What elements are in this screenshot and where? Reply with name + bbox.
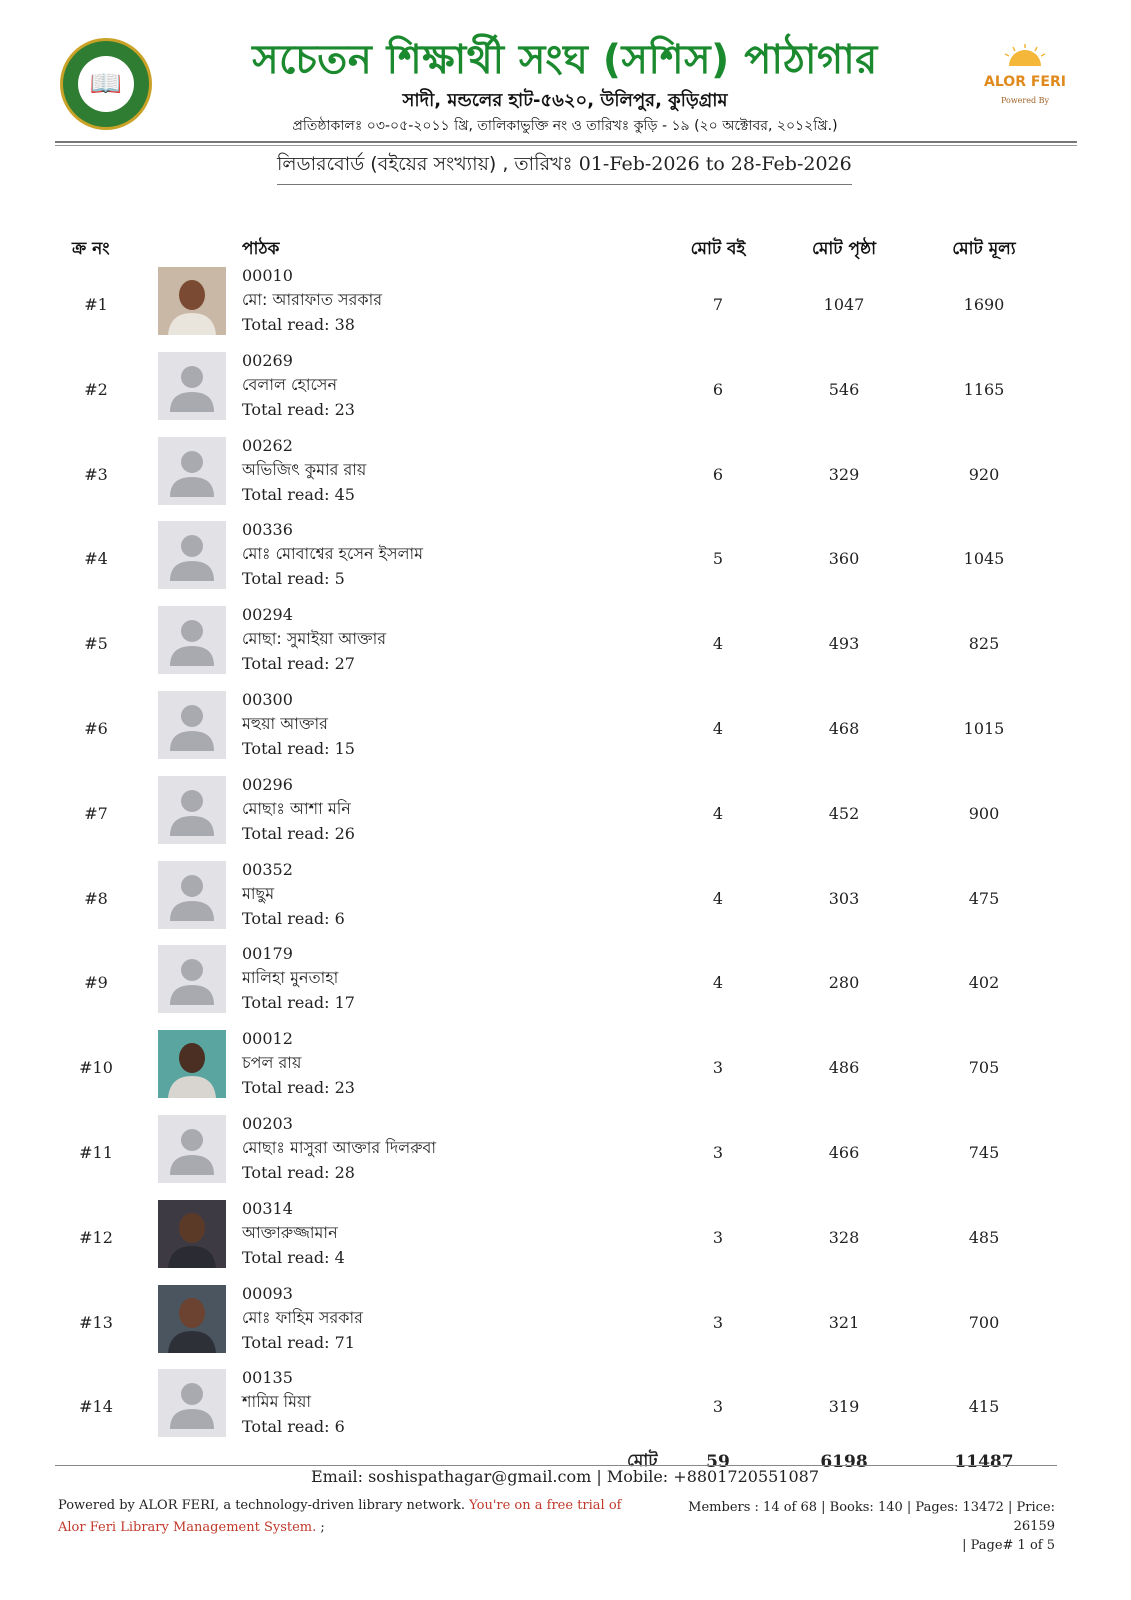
reader-total-read: Total read: 45	[242, 484, 355, 504]
reader-total-read: Total read: 23	[242, 399, 355, 419]
pages-cell: 319	[828, 1397, 860, 1417]
reader-avatar	[158, 521, 226, 589]
trial-notice: You're on a free trial of Alor Feri Library Management System.	[58, 1498, 622, 1535]
library-stats	[660, 1498, 1055, 1555]
table-row	[60, 942, 1060, 1027]
reader-avatar	[158, 352, 226, 420]
column-header-rank: ক্র নং	[72, 239, 110, 259]
rank-cell: #4	[84, 549, 108, 569]
reader-id: 00179	[242, 944, 293, 964]
reader-total-read: Total read: 71	[242, 1332, 355, 1352]
powered-by-label: Powered By	[1000, 96, 1050, 105]
alor-feri-logo	[975, 42, 1075, 122]
price-cell: 1165	[963, 379, 1005, 399]
reader-name: বেলাল হোসেন	[242, 374, 338, 394]
price-cell: 825	[968, 634, 1000, 654]
pages-cell: 1047	[823, 295, 865, 314]
rank-cell: #1	[84, 295, 108, 314]
contact-info: Email: soshispathagar@gmail.com | Mobile: +8801720551087	[310, 1467, 820, 1486]
pages-cell: 493	[828, 634, 860, 654]
table-row	[60, 518, 1060, 603]
price-cell: 700	[968, 1312, 1000, 1332]
rank-cell: #2	[84, 379, 108, 399]
report-title	[277, 150, 852, 185]
books-cell: 3	[712, 1143, 724, 1162]
books-cell: 4	[712, 634, 724, 654]
books-cell: 7	[712, 295, 724, 314]
books-cell: 4	[712, 973, 724, 993]
reader-id: 00262	[242, 435, 293, 455]
reader-id: 00012	[242, 1029, 293, 1049]
pages-cell: 329	[828, 464, 860, 484]
library-stats-summary: Members : 14 of 68 | Books: 140 | Pages: 13472 | Price: 26159	[688, 1500, 1055, 1534]
table-row	[60, 688, 1060, 773]
table-row	[60, 349, 1060, 434]
table-row	[60, 1366, 1060, 1451]
reader-name: মালিহা মুনতাহা	[242, 968, 339, 988]
rank-cell: #10	[79, 1058, 113, 1078]
pages-cell: 303	[828, 888, 860, 908]
trial-suffix: ;	[316, 1520, 325, 1535]
reader-cell	[242, 1027, 355, 1101]
reader-avatar	[158, 606, 226, 674]
reader-cell	[242, 518, 423, 592]
table-row	[60, 264, 1060, 349]
reader-cell	[242, 1197, 345, 1271]
reader-id: 00314	[242, 1198, 293, 1218]
reader-name: মহুয়া আক্তার	[242, 714, 328, 733]
reader-cell	[242, 858, 345, 932]
pages-cell: 280	[828, 973, 860, 993]
price-cell: 485	[968, 1227, 1000, 1247]
reader-avatar	[158, 691, 226, 759]
reader-total-read: Total read: 38	[242, 315, 355, 334]
reader-avatar	[158, 1369, 226, 1437]
column-header-reader: পাঠক	[242, 239, 280, 259]
pages-cell: 328	[828, 1227, 860, 1247]
reader-id: 00294	[242, 605, 293, 625]
books-cell: 4	[712, 803, 724, 823]
reader-name: মোছাঃ আশা মনি	[242, 798, 351, 818]
price-cell: 1015	[963, 719, 1005, 738]
reader-avatar	[158, 1115, 226, 1183]
rank-cell: #9	[84, 973, 108, 993]
alor-feri-brand: ALOR FERI	[984, 74, 1066, 90]
footer-divider	[55, 1465, 1057, 1466]
reader-name: মো: আরাফাত সরকার	[242, 290, 383, 309]
rank-cell: #13	[79, 1312, 113, 1332]
reader-total-read: Total read: 28	[242, 1163, 355, 1182]
price-cell: 900	[968, 803, 1000, 823]
rank-cell: #8	[84, 888, 108, 908]
table-row	[60, 1027, 1060, 1112]
reader-name: মোঃ মোবাশ্বের হসেন ইসলাম	[242, 544, 424, 564]
table-row	[60, 603, 1060, 688]
rank-cell: #6	[84, 719, 108, 738]
reader-cell	[242, 264, 382, 338]
reader-total-read: Total read: 6	[242, 1417, 345, 1437]
total-price: 11487	[954, 1452, 1014, 1472]
rank-cell: #14	[79, 1397, 113, 1417]
reader-cell	[242, 773, 355, 847]
books-cell: 6	[712, 379, 724, 399]
column-header-books: মোট বই	[690, 239, 746, 259]
rank-cell: #3	[84, 464, 108, 484]
pages-cell: 360	[828, 549, 860, 569]
reader-avatar	[158, 437, 226, 505]
reader-cell	[242, 688, 355, 762]
price-cell: 705	[968, 1058, 1000, 1078]
books-cell: 5	[712, 549, 724, 569]
reader-avatar	[158, 1285, 226, 1353]
reader-total-read: Total read: 6	[242, 908, 345, 928]
reader-cell	[242, 349, 355, 423]
price-cell: 1045	[963, 549, 1005, 569]
table-row	[60, 773, 1060, 858]
book-icon: 📖	[78, 56, 134, 112]
books-cell: 3	[712, 1312, 724, 1332]
reader-id: 00269	[242, 350, 293, 370]
header-divider-thin	[55, 145, 1077, 146]
reader-name: মোছাঃ মাসুরা আক্তার দিলরুবা	[242, 1138, 437, 1157]
reader-id: 00336	[242, 520, 293, 540]
reader-id: 00296	[242, 774, 293, 794]
page-number: | Page# 1 of 5	[962, 1538, 1055, 1553]
reader-total-read: Total read: 4	[242, 1247, 345, 1267]
books-cell: 4	[712, 719, 724, 738]
sun-icon	[1003, 44, 1047, 66]
page-title: সচেতন শিক্ষার্থী সংঘ (সশিস) পাঠাগার	[252, 37, 878, 83]
reader-total-read: Total read: 27	[242, 654, 355, 674]
price-cell: 415	[968, 1397, 1000, 1417]
library-logo	[60, 38, 152, 130]
report-date-range: 01-Feb-2026 to 28-Feb-2026	[578, 153, 852, 175]
pages-cell: 321	[828, 1312, 860, 1332]
reader-avatar	[158, 776, 226, 844]
table-row	[60, 858, 1060, 943]
total-books: 59	[706, 1452, 730, 1472]
reader-total-read: Total read: 5	[242, 569, 345, 589]
reader-id: 00135	[242, 1368, 293, 1388]
reader-id: 00093	[242, 1283, 293, 1303]
powered-by-text: Powered by ALOR FERI, a technology-driven library network.	[58, 1498, 466, 1513]
reader-name: মোঃ ফাহিম সরকার	[242, 1307, 363, 1327]
reader-cell	[242, 1366, 345, 1440]
books-cell: 3	[712, 1058, 724, 1078]
price-cell: 1690	[963, 295, 1005, 314]
reader-avatar	[158, 861, 226, 929]
rank-cell: #7	[84, 803, 108, 823]
powered-by-note	[58, 1495, 648, 1539]
reader-name: শামিম মিয়া	[242, 1392, 312, 1412]
reader-name: আক্তারুজ্জামান	[242, 1222, 338, 1242]
reader-name: চপল রায়	[242, 1053, 302, 1073]
reader-cell	[242, 942, 355, 1016]
reader-total-read: Total read: 23	[242, 1078, 355, 1098]
table-row	[60, 1197, 1060, 1282]
reader-id: 00203	[242, 1114, 293, 1133]
pages-cell: 452	[828, 803, 860, 823]
reader-avatar	[158, 945, 226, 1013]
reader-name: মাছুম	[242, 883, 275, 903]
rank-cell: #11	[79, 1143, 113, 1162]
report-title-label: লিডারবোর্ড (বইয়ের সংখ্যায়) , তারিখঃ	[277, 153, 573, 175]
books-cell: 3	[712, 1397, 724, 1417]
reader-total-read: Total read: 15	[242, 739, 355, 758]
establishment-info: প্রতিষ্ঠাকালঃ ০৩-০৫-২০১১ খ্রি, তালিকাভুক্তি নং ও তারিখঃ কুড়ি - ১৯ (২০ অক্টোবর, ২০১২খ্রি.)	[292, 118, 838, 134]
reader-cell	[242, 603, 386, 677]
price-cell: 475	[968, 888, 1000, 908]
reader-avatar	[158, 1030, 226, 1098]
total-pages: 6198	[820, 1452, 868, 1472]
rank-cell: #12	[79, 1227, 113, 1247]
pages-cell: 546	[828, 379, 860, 399]
books-cell: 3	[712, 1227, 724, 1247]
reader-cell	[242, 1112, 436, 1186]
pages-cell: 466	[828, 1143, 860, 1162]
column-header-pages: মোট পৃষ্ঠা	[812, 239, 876, 259]
reader-name: অভিজিৎ কুমার রায়	[242, 459, 367, 479]
table-row	[60, 434, 1060, 519]
reader-name: মোছা: সুমাইয়া আক্তার	[242, 629, 387, 649]
price-cell: 745	[968, 1143, 1000, 1162]
totals-label: মোট	[627, 1451, 658, 1471]
reader-avatar	[158, 1200, 226, 1268]
pages-cell: 468	[828, 719, 860, 738]
reader-avatar	[158, 267, 226, 335]
table-row	[60, 1282, 1060, 1367]
reader-total-read: Total read: 26	[242, 823, 355, 843]
rank-cell: #5	[84, 634, 108, 654]
pages-cell: 486	[828, 1058, 860, 1078]
reader-id: 00352	[242, 859, 293, 879]
reader-id: 00300	[242, 690, 293, 709]
price-cell: 402	[968, 973, 1000, 993]
books-cell: 6	[712, 464, 724, 484]
reader-id: 00010	[242, 266, 293, 285]
books-cell: 4	[712, 888, 724, 908]
column-header-price: মোট মূল্য	[952, 239, 1016, 259]
header-divider	[55, 141, 1077, 143]
reader-total-read: Total read: 17	[242, 993, 355, 1013]
table-row	[60, 1112, 1060, 1197]
reader-cell	[242, 434, 366, 508]
price-cell: 920	[968, 464, 1000, 484]
library-address: সাদী, মন্ডলের হাট-৫৬২০, উলিপুর, কুড়িগ্রাম	[402, 90, 728, 111]
reader-cell	[242, 1282, 363, 1356]
